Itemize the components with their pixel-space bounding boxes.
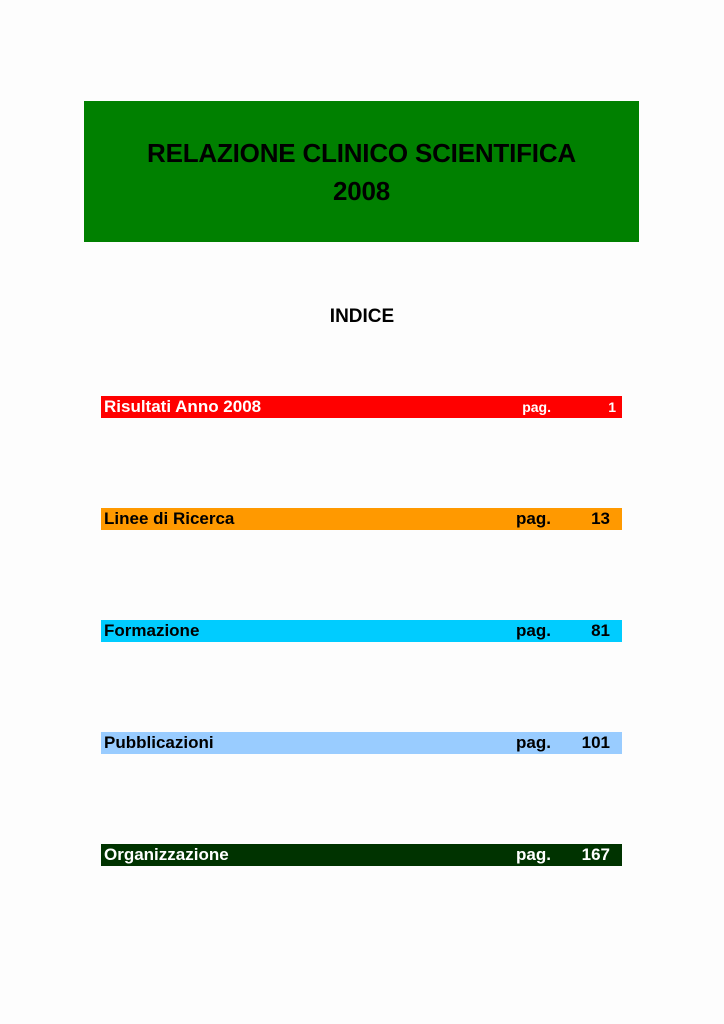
toc-row-linee-di-ricerca[interactable]	[101, 508, 622, 530]
toc-label: Linee di Ricerca	[104, 509, 235, 528]
toc-label: Organizzazione	[104, 845, 229, 864]
toc-pag-label: pag.	[516, 845, 551, 864]
title-line-2: 2008	[332, 175, 391, 206]
toc-row-organizzazione[interactable]	[101, 844, 622, 866]
toc-pag-label: pag.	[516, 621, 551, 640]
toc-label: Pubblicazioni	[104, 733, 214, 752]
toc-row-formazione[interactable]	[101, 620, 622, 642]
toc-page-number: 101	[581, 733, 610, 752]
toc-page-number: 167	[581, 845, 610, 864]
toc-pag-label: pag.	[516, 509, 551, 528]
toc-row-pubblicazioni[interactable]	[101, 732, 622, 754]
index-heading: INDICE	[329, 306, 395, 327]
toc-pag-label: pag.	[516, 733, 551, 752]
toc-label: Formazione	[104, 621, 200, 640]
toc-page-number: 81	[591, 621, 610, 640]
toc-page-number: 13	[591, 509, 610, 528]
toc-page-number: 1	[608, 399, 616, 415]
toc-row-risultati[interactable]	[101, 396, 622, 418]
toc-label: Risultati Anno 2008	[104, 397, 262, 416]
toc-pag-label: pag.	[522, 399, 551, 415]
title-banner	[84, 101, 639, 242]
title-line-1: RELAZIONE CLINICO SCIENTIFICA	[147, 137, 576, 168]
